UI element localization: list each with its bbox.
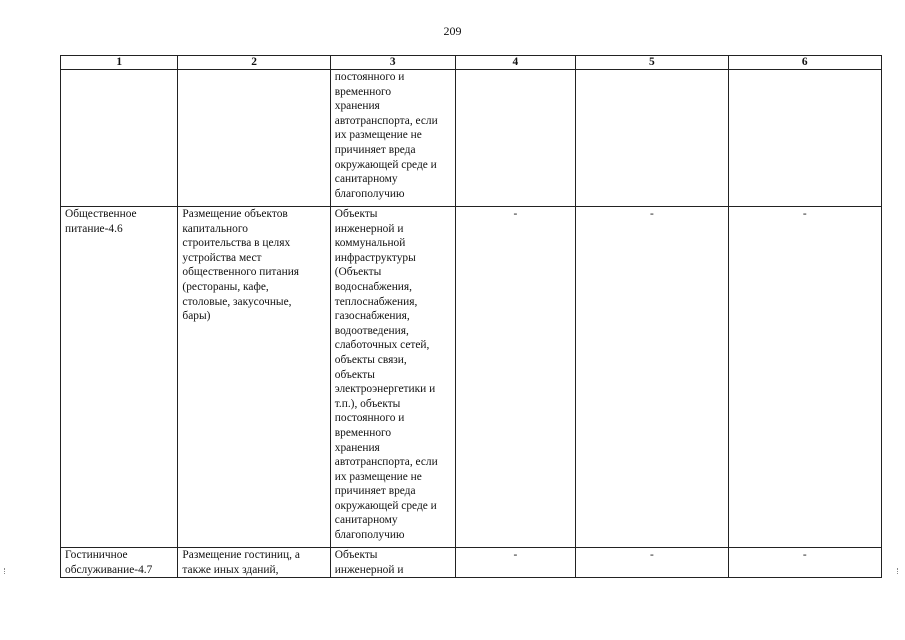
table-row <box>61 70 882 207</box>
auxiliary-objects-cell: Объекты инженерной и <box>330 548 455 578</box>
parameter-cell: - <box>728 548 881 578</box>
column-header: 5 <box>576 56 728 70</box>
parameter-cell: - <box>728 207 881 548</box>
table-row <box>61 548 882 578</box>
use-type-name-cell: Общественное питание-4.6 <box>61 207 178 548</box>
auxiliary-objects-cell: постоянного и временного хранения автотранспорта, если их размещение не причиняет вреда окружающей среде и санитарному благополучию <box>330 70 455 207</box>
column-header: 4 <box>455 56 576 70</box>
column-header: 2 <box>178 56 330 70</box>
parameter-cell: - <box>576 548 728 578</box>
parameter-cell: - <box>455 548 576 578</box>
parameter-cell: - <box>455 207 576 548</box>
auxiliary-objects-cell: Объекты инженерной и коммунальной инфраструктуры (Объекты водоснабжения, теплоснабжения, газоснабжения, водоотведения, слаботочных сетей, объекты связи, объекты электроэнергетики и т.п.), объекты постоянного и временного хранения автотранспорта, если их размещение не причиняет вреда окружающей среде и санитарному благополучию <box>330 207 455 548</box>
table-row <box>61 207 882 548</box>
scan-margin-mark <box>897 568 901 574</box>
parameter-cell <box>455 70 576 207</box>
parameter-cell <box>576 70 728 207</box>
column-header: 1 <box>61 56 178 70</box>
use-description-cell: Размещение объектов капитального строительства в целях устройства мест общественного питания (рестораны, кафе, столовые, закусочные, бары) <box>178 207 330 548</box>
scan-margin-mark <box>4 568 8 574</box>
use-description-cell: Размещение гостиниц, а также иных зданий, <box>178 548 330 578</box>
table-header-row <box>61 56 882 70</box>
page-number: 209 <box>443 24 462 38</box>
parameter-cell: - <box>576 207 728 548</box>
use-type-name-cell <box>61 70 178 207</box>
column-header: 6 <box>728 56 881 70</box>
land-use-table <box>60 55 882 578</box>
use-type-name-cell: Гостиничное обслуживание-4.7 <box>61 548 178 578</box>
use-description-cell <box>178 70 330 207</box>
column-header: 3 <box>330 56 455 70</box>
parameter-cell <box>728 70 881 207</box>
